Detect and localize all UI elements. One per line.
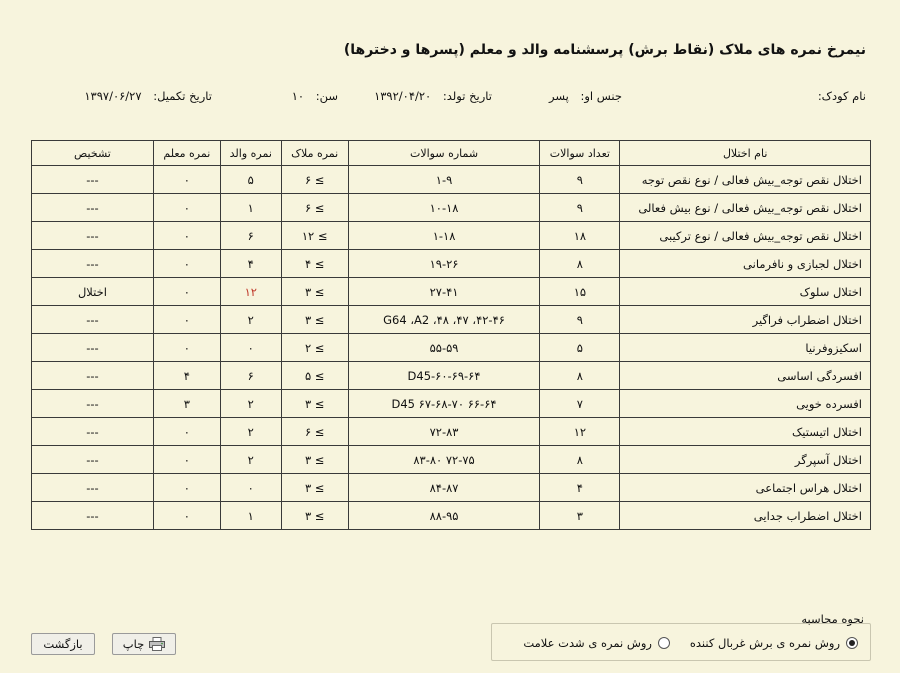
print-button[interactable] — [112, 633, 176, 655]
diagnosis-cell: --- — [32, 334, 154, 362]
radio-selected-icon[interactable] — [846, 637, 858, 649]
teacher-score-cell: ۰ — [153, 446, 220, 474]
table-row — [32, 390, 871, 418]
question-numbers-cell: ۱۹-۲۶ — [348, 250, 540, 278]
parent-score-cell: ۰ — [220, 334, 281, 362]
disorder-name-cell: اختلال هراس اجتماعی — [620, 474, 871, 502]
teacher-score-cell: ۰ — [153, 250, 220, 278]
back-button[interactable] — [31, 633, 95, 655]
disorder-name-cell: اختلال نقص توجه_بیش فعالی / نوع بیش فعالی — [620, 194, 871, 222]
question-count-cell: ۴ — [540, 474, 620, 502]
cutoff-method-radio[interactable] — [690, 636, 858, 650]
page-title: نیمرخ نمره های ملاک (نقاط برش) پرسشنامه والد و معلم (پسرها و دخترها) — [343, 42, 866, 58]
table-row — [32, 166, 871, 194]
criterion-score-cell: ≥ ۳ — [281, 446, 348, 474]
severity-method-radio[interactable] — [523, 636, 670, 650]
table-row — [32, 222, 871, 250]
parent-score-cell: ۱ — [220, 502, 281, 530]
table-row — [32, 446, 871, 474]
print-button-label: چاپ — [122, 637, 145, 651]
age-label: سن: — [315, 89, 338, 103]
parent-score-cell: ۰ — [220, 474, 281, 502]
gender-field — [549, 89, 622, 103]
table-row — [32, 474, 871, 502]
birth-date-value: ۱۳۹۲/۰۴/۲۰ — [374, 89, 432, 103]
table-row — [32, 194, 871, 222]
printer-icon — [149, 637, 165, 651]
teacher-score-cell: ۰ — [153, 474, 220, 502]
question-count-cell: ۸ — [540, 250, 620, 278]
table-row — [32, 334, 871, 362]
header-disorder-name: نام اختلال — [620, 141, 871, 166]
criterion-score-cell: ≥ ۶ — [281, 166, 348, 194]
completion-date-value: ۱۳۹۷/۰۶/۲۷ — [84, 89, 142, 103]
question-count-cell: ۹ — [540, 194, 620, 222]
completion-date-field — [84, 89, 212, 103]
criterion-score-cell: ≥ ۲ — [281, 334, 348, 362]
calc-method-legend: نحوه محاسبه — [801, 612, 864, 626]
parent-score-cell: ۶ — [220, 222, 281, 250]
parent-score-cell: ۱ — [220, 194, 281, 222]
disorder-name-cell: اختلال آسپرگر — [620, 446, 871, 474]
question-numbers-cell: ۱-۹ — [348, 166, 540, 194]
diagnosis-cell: --- — [32, 446, 154, 474]
disorder-name-cell: اختلال نقص توجه_بیش فعالی / نوع نقص توجه — [620, 166, 871, 194]
header-question-numbers: شماره سوالات — [348, 141, 540, 166]
question-numbers-cell: ۱۰-۱۸ — [348, 194, 540, 222]
diagnosis-cell: --- — [32, 306, 154, 334]
criterion-score-cell: ≥ ۳ — [281, 390, 348, 418]
question-numbers-cell: ۲۷-۴۱ — [348, 278, 540, 306]
disorder-name-cell: اختلال سلوک — [620, 278, 871, 306]
disorder-name-cell: اختلال اتیستیک — [620, 418, 871, 446]
criterion-score-cell: ≥ ۳ — [281, 502, 348, 530]
header-diagnosis: تشخیص — [32, 141, 154, 166]
table-row — [32, 362, 871, 390]
results-table — [31, 140, 871, 530]
question-count-cell: ۱۲ — [540, 418, 620, 446]
radio-unselected-icon[interactable] — [658, 637, 670, 649]
diagnosis-cell: --- — [32, 390, 154, 418]
parent-score-cell: ۲ — [220, 306, 281, 334]
header-criterion-score: نمره ملاک — [281, 141, 348, 166]
back-button-label: بازگشت — [43, 637, 83, 651]
question-count-cell: ۱۸ — [540, 222, 620, 250]
table-row — [32, 278, 871, 306]
question-count-cell: ۵ — [540, 334, 620, 362]
parent-score-cell: ۲ — [220, 418, 281, 446]
question-count-cell: ۱۵ — [540, 278, 620, 306]
header-parent-score: نمره والد — [220, 141, 281, 166]
criterion-score-cell: ≥ ۴ — [281, 250, 348, 278]
question-numbers-cell: ۱-۱۸ — [348, 222, 540, 250]
question-numbers-cell: ۷۲-۷۵ ۸۳-۸۰ — [348, 446, 540, 474]
criterion-score-cell: ≥ ۳ — [281, 278, 348, 306]
parent-score-cell: ۲ — [220, 390, 281, 418]
severity-method-label: روش نمره ی شدت علامت — [523, 636, 652, 650]
parent-score-cell: ۴ — [220, 250, 281, 278]
criterion-score-cell: ≥ ۵ — [281, 362, 348, 390]
teacher-score-cell: ۰ — [153, 278, 220, 306]
gender-label: جنس او: — [580, 89, 622, 103]
disorder-name-cell: افسردگی اساسی — [620, 362, 871, 390]
cutoff-method-label: روش نمره ی برش غربال کننده — [689, 636, 840, 650]
birth-date-label: تاریخ تولد: — [442, 89, 492, 103]
disorder-name-cell: اسکیزوفرنیا — [620, 334, 871, 362]
teacher-score-cell: ۴ — [153, 362, 220, 390]
disorder-name-cell: افسرده خویی — [620, 390, 871, 418]
teacher-score-cell: ۰ — [153, 334, 220, 362]
table-row — [32, 502, 871, 530]
criterion-score-cell: ≥ ۱۲ — [281, 222, 348, 250]
teacher-score-cell: ۰ — [153, 502, 220, 530]
question-numbers-cell: ۷۲-۸۳ — [348, 418, 540, 446]
criterion-score-cell: ≥ ۶ — [281, 194, 348, 222]
disorder-name-cell: اختلال لجبازی و نافرمانی — [620, 250, 871, 278]
header-teacher-score: نمره معلم — [153, 141, 220, 166]
diagnosis-cell: --- — [32, 362, 154, 390]
teacher-score-cell: ۰ — [153, 222, 220, 250]
question-count-cell: ۸ — [540, 362, 620, 390]
diagnosis-cell: --- — [32, 250, 154, 278]
table-row — [32, 250, 871, 278]
parent-score-cell: ۶ — [220, 362, 281, 390]
diagnosis-cell: --- — [32, 502, 154, 530]
criterion-score-cell: ≥ ۳ — [281, 306, 348, 334]
teacher-score-cell: ۰ — [153, 166, 220, 194]
question-numbers-cell: ۸۴-۸۷ — [348, 474, 540, 502]
header-question-count: تعداد سوالات — [540, 141, 620, 166]
child-name-label: نام کودک: — [817, 89, 866, 103]
age-value: ۱۰ — [291, 89, 305, 103]
question-numbers-cell: ۴۲-۴۶، ۴۷، ۴۸، G64 ،A2 — [348, 306, 540, 334]
diagnosis-cell: --- — [32, 418, 154, 446]
birth-date-field — [374, 89, 492, 103]
teacher-score-cell: ۰ — [153, 418, 220, 446]
gender-value: پسر — [549, 89, 569, 103]
diagnosis-cell: --- — [32, 222, 154, 250]
parent-score-cell: ۵ — [220, 166, 281, 194]
question-numbers-cell: ۶۰-۶۹-۶۴-D45 — [348, 362, 540, 390]
criterion-score-cell: ≥ ۶ — [281, 418, 348, 446]
diagnosis-cell: --- — [32, 194, 154, 222]
teacher-score-cell: ۳ — [153, 390, 220, 418]
question-numbers-cell: ۶۶-۶۴ ۶۷-۶۸-۷۰ D45 — [348, 390, 540, 418]
diagnosis-cell: --- — [32, 166, 154, 194]
age-field — [292, 89, 338, 103]
question-count-cell: ۳ — [540, 502, 620, 530]
table-header-row — [32, 141, 871, 166]
completion-date-label: تاریخ تکمیل: — [153, 89, 212, 103]
teacher-score-cell: ۰ — [153, 306, 220, 334]
table-row — [32, 306, 871, 334]
question-count-cell: ۹ — [540, 166, 620, 194]
child-name-field — [810, 89, 866, 103]
table-row — [32, 418, 871, 446]
diagnosis-cell: اختلال — [32, 278, 154, 306]
question-count-cell: ۸ — [540, 446, 620, 474]
teacher-score-cell: ۰ — [153, 194, 220, 222]
question-count-cell: ۹ — [540, 306, 620, 334]
calc-method-group — [491, 623, 871, 661]
diagnosis-cell: --- — [32, 474, 154, 502]
question-numbers-cell: ۸۸-۹۵ — [348, 502, 540, 530]
parent-score-cell: ۱۲ — [220, 278, 281, 306]
disorder-name-cell: اختلال اضطراب فراگیر — [620, 306, 871, 334]
parent-score-cell: ۲ — [220, 446, 281, 474]
criterion-score-cell: ≥ ۳ — [281, 474, 348, 502]
disorder-name-cell: اختلال نقص توجه_بیش فعالی / نوع ترکیبی — [620, 222, 871, 250]
question-numbers-cell: ۵۵-۵۹ — [348, 334, 540, 362]
disorder-name-cell: اختلال اضطراب جدایی — [620, 502, 871, 530]
question-count-cell: ۷ — [540, 390, 620, 418]
